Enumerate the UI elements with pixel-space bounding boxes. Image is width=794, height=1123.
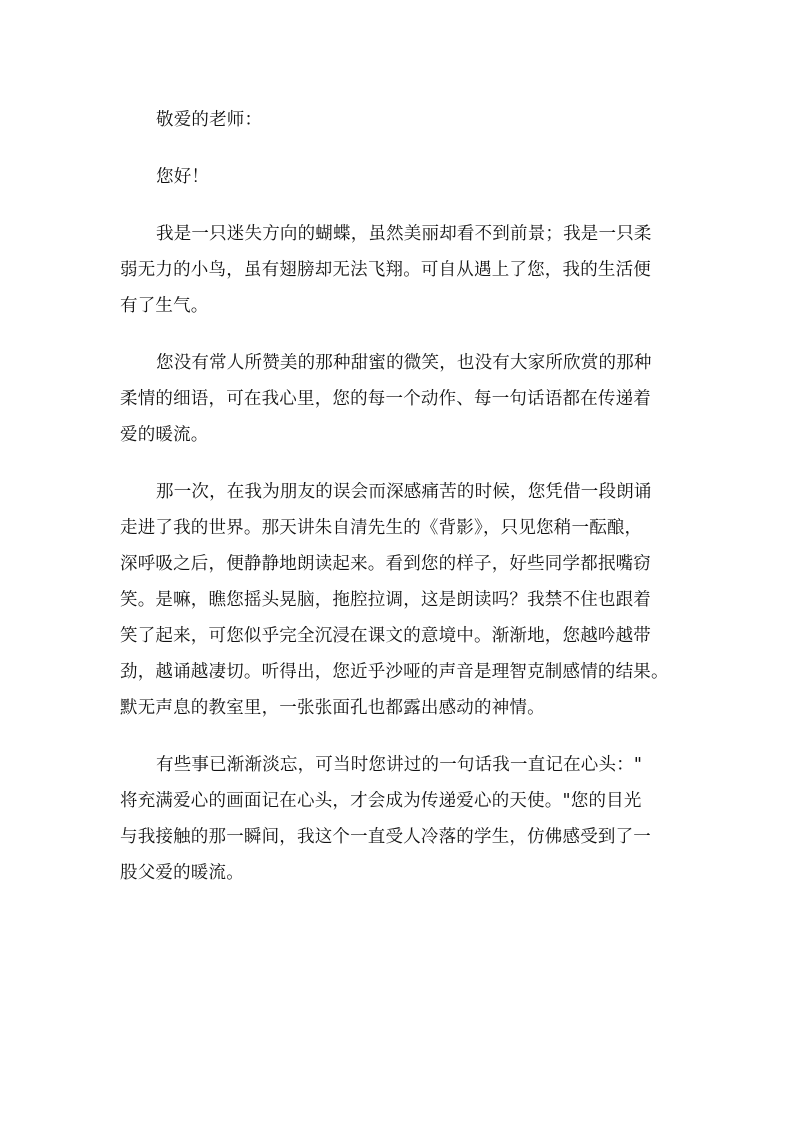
paragraph-line: 柔情的细语，可在我心里，您的每一个动作、每一句话语都在传递着: [120, 389, 651, 409]
paragraph-line: 将充满爱心的画面记在心头，才会成为传递爱心的天使。"您的目光: [120, 791, 642, 811]
paragraph-line: 股父爱的暖流。: [120, 863, 244, 883]
paragraph-line: 爱的暖流。: [120, 425, 209, 445]
body-paragraph-2: [120, 345, 676, 453]
letter-body: [120, 102, 676, 912]
greeting: 您好！: [156, 167, 210, 187]
paragraph-line: 默无声息的教室里，一张张面孔也都露出感动的神情。: [120, 698, 545, 718]
paragraph-line: 我是一只迷失方向的蝴蝶，虽然美丽却看不到前景；我是一只柔: [156, 224, 652, 244]
body-paragraph-1: [120, 216, 676, 324]
paragraph-line: 与我接触的那一瞬间，我这个一直受人冷落的学生，仿佛感受到了一: [120, 827, 651, 847]
paragraph-line: 您没有常人所赞美的那种甜蜜的微笑，也没有大家所欣赏的那种: [156, 353, 652, 373]
paragraph-line: 有了生气。: [120, 296, 209, 316]
paragraph-line: 笑了起来，可您似乎完全沉浸在课文的意境中。渐渐地，您越吟越带: [120, 626, 651, 646]
body-paragraph-3: [120, 474, 676, 726]
body-paragraph-4: [120, 747, 676, 891]
salutation-paragraph: [120, 102, 676, 138]
paragraph-line: 走进了我的世界。那天讲朱自清先生的《背影》，只见您稍一酝酿，: [120, 518, 643, 538]
paragraph-line: 深呼吸之后，便静静地朗读起来。看到您的样子，好些同学都抿嘴窃: [120, 554, 651, 574]
paragraph-line: 那一次，在我为朋友的误会而深感痛苦的时候，您凭借一段朗诵: [156, 482, 652, 502]
paragraph-line: 弱无力的小鸟，虽有翅膀却无法飞翔。可自从遇上了您，我的生活便: [120, 260, 651, 280]
paragraph-line: 劲，越诵越凄切。听得出，您近乎沙哑的声音是理智克制感情的结果。: [120, 662, 669, 682]
salutation: 敬爱的老师：: [156, 110, 263, 130]
paragraph-line: 有些事已渐渐淡忘，可当时您讲过的一句话我一直记在心头：": [156, 755, 643, 775]
greeting-paragraph: [120, 159, 676, 195]
paragraph-line: 笑。是嘛，瞧您摇头晃脑，拖腔拉调，这是朗读吗？我禁不住也跟着: [120, 590, 651, 610]
